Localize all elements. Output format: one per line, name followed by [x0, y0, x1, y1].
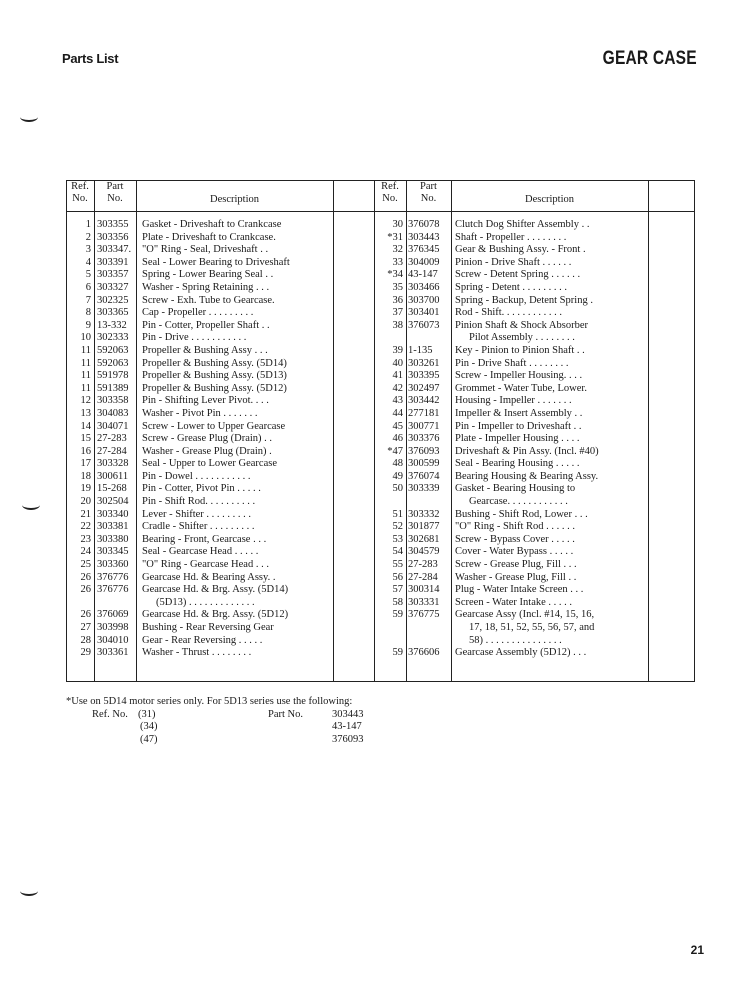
- part-number: 376073: [408, 319, 440, 331]
- part-number: 303365: [97, 307, 129, 319]
- table-row: [374, 446, 650, 459]
- part-number: 303332: [408, 508, 440, 520]
- part-number: 27-284: [408, 571, 438, 583]
- table-row: [374, 332, 650, 345]
- part-description: Screw - Grease Plug, Fill . . .: [455, 559, 577, 571]
- part-description: Grommet - Water Tube, Lower.: [455, 382, 587, 394]
- part-description: Cover - Water Bypass . . . . .: [455, 546, 574, 558]
- ref-number: 8: [85, 307, 91, 319]
- ref-number: 53: [392, 533, 403, 545]
- part-description: Pin - Cotter, Pivot Pin . . . . .: [142, 483, 261, 495]
- table-row: [66, 622, 334, 635]
- table-row: [66, 521, 334, 534]
- table-row: [66, 219, 334, 232]
- part-number: 376078: [408, 219, 440, 230]
- ref-number: 18: [80, 470, 91, 482]
- part-number: 303339: [408, 483, 440, 495]
- table-row: [66, 509, 334, 522]
- part-number: 1-135: [408, 344, 433, 356]
- ref-number: 2: [85, 231, 91, 243]
- part-description: Seal - Upper to Lower Gearcase: [142, 458, 277, 470]
- ref-number: *47: [387, 445, 403, 457]
- ref-number: 26: [80, 584, 91, 596]
- part-description: Gearcase Assy (Incl. #14, 15, 16,: [455, 609, 595, 621]
- part-description: Pin - Cotter, Propeller Shaft . .: [142, 319, 270, 331]
- part-description: Gear & Bushing Assy. - Front .: [455, 244, 586, 256]
- part-description: Gasket - Bearing Housing to: [455, 483, 576, 495]
- scan-mark-middle: [22, 500, 40, 510]
- part-description: Impeller & Insert Assembly . .: [455, 407, 583, 419]
- ref-number: 11: [80, 382, 91, 394]
- part-description: Screw - Impeller Housing. . . .: [455, 370, 583, 382]
- part-number: 376093: [408, 445, 440, 457]
- part-number: 303998: [97, 622, 129, 633]
- ref-number: 19: [80, 483, 91, 495]
- ref-number: 30: [392, 219, 403, 230]
- footnote-ref: (31): [138, 708, 156, 720]
- part-description: Propeller & Bushing Assy. (5D13): [142, 370, 287, 382]
- table-row: [66, 471, 334, 484]
- ref-number: 11: [80, 344, 91, 356]
- part-description: Seal - Bearing Housing . . . . .: [455, 458, 580, 470]
- table-row: [66, 559, 334, 572]
- ref-number: 51: [392, 508, 403, 520]
- part-number: 277181: [408, 407, 440, 419]
- ref-number: 42: [392, 382, 403, 394]
- table-row: [374, 383, 650, 396]
- table-row: [66, 257, 334, 270]
- part-description: Screw - Detent Spring . . . . . .: [455, 269, 581, 281]
- part-description: Screw - Lower to Upper Gearcase: [142, 420, 286, 432]
- table-row: [66, 345, 334, 358]
- footnote-part: 303443: [332, 708, 364, 720]
- part-description: Pin - Impeller to Driveshaft . .: [455, 420, 582, 432]
- table-row: [374, 345, 650, 358]
- part-number: 302333: [97, 332, 129, 344]
- part-description: Washer - Spring Retaining . . .: [142, 281, 270, 293]
- part-description: Rod - Shift. . . . . . . . . . . .: [455, 307, 563, 319]
- part-number: 304071: [97, 420, 129, 432]
- part-number: 304010: [97, 634, 129, 646]
- ref-number: 33: [392, 256, 403, 268]
- table-row: [66, 635, 334, 648]
- table-row: [66, 421, 334, 434]
- ref-number: 3: [85, 244, 91, 256]
- part-number: 304009: [408, 256, 440, 268]
- part-description: Gearcase Hd. & Brg. Assy. (5D12): [142, 609, 289, 621]
- ref-number: 29: [80, 647, 91, 659]
- part-description: Seal - Lower Bearing to Driveshaft: [142, 256, 290, 268]
- table-row: [374, 534, 650, 547]
- part-number: 303391: [97, 256, 129, 268]
- ref-number: 28: [80, 634, 91, 646]
- part-number: 303700: [408, 294, 440, 306]
- ref-number: 11: [80, 357, 91, 369]
- table-row: [374, 622, 650, 635]
- ref-number: 41: [392, 370, 403, 382]
- part-number: 376776: [97, 571, 129, 583]
- table-row: [66, 307, 334, 320]
- table-row: [66, 534, 334, 547]
- table-row: [374, 244, 650, 257]
- part-description: Spring - Lower Bearing Seal . .: [142, 269, 274, 281]
- part-description: Cap - Propeller . . . . . . . . .: [142, 307, 254, 319]
- part-description: Plate - Impeller Housing . . . .: [455, 433, 580, 445]
- footnote-part: 43-147: [332, 721, 362, 733]
- part-number: 303360: [97, 559, 129, 571]
- ref-number: 26: [80, 571, 91, 583]
- part-description: Bearing - Front, Gearcase . . .: [142, 533, 267, 545]
- ref-number: 59: [392, 647, 403, 659]
- col-header-description: Description: [525, 194, 574, 205]
- ref-number: *31: [387, 231, 403, 243]
- col-header-description: Description: [210, 194, 259, 205]
- part-description: Propeller & Bushing Assy. (5D14): [142, 357, 287, 369]
- table-row: [374, 370, 650, 383]
- part-description: Pinion - Drive Shaft . . . . . .: [455, 256, 572, 268]
- ref-number: 17: [80, 458, 91, 470]
- part-number: 592063: [97, 344, 129, 356]
- ref-number: 55: [392, 559, 403, 571]
- table-row: [374, 471, 650, 484]
- footnote-ref: (47): [140, 733, 158, 745]
- ref-number: 5: [85, 269, 91, 281]
- ref-number: 45: [392, 420, 403, 432]
- part-description: Washer - Thrust . . . . . . . .: [142, 647, 252, 659]
- ref-number: 56: [392, 571, 403, 583]
- part-number: 303376: [408, 433, 440, 445]
- col-header-part: Part No.: [106, 181, 124, 204]
- ref-number: 37: [392, 307, 403, 319]
- ref-number: 26: [80, 609, 91, 621]
- part-number: 376345: [408, 244, 440, 256]
- ref-number: 36: [392, 294, 403, 306]
- part-number: 303340: [97, 508, 129, 520]
- table-row: [374, 320, 650, 333]
- col-header-ref: Ref. No.: [381, 181, 399, 204]
- table-row: [66, 458, 334, 471]
- table-row: [374, 408, 650, 421]
- part-number: 303395: [408, 370, 440, 382]
- part-description: "O" Ring - Seal, Driveshaft . .: [142, 244, 269, 256]
- table-row: [66, 572, 334, 585]
- part-description: Pilot Assembly . . . . . . . .: [469, 332, 575, 344]
- table-row: [374, 421, 650, 434]
- ref-number: 1: [85, 219, 91, 230]
- ref-number: 48: [392, 458, 403, 470]
- ref-number: 4: [85, 256, 91, 268]
- part-number: 303355: [97, 219, 129, 230]
- table-row: [66, 496, 334, 509]
- footnote-intro: *Use on 5D14 motor series only. For 5D13 series use the following:: [66, 696, 353, 707]
- table-row: [374, 609, 650, 622]
- table-row: [66, 609, 334, 622]
- footnote-ref-label: Ref. No.: [92, 708, 128, 720]
- ref-number: 35: [392, 281, 403, 293]
- part-description: Key - Pinion to Pinion Shaft . .: [455, 344, 585, 356]
- ref-number: 21: [80, 508, 91, 520]
- part-description: Bearing Housing & Bearing Assy.: [455, 470, 599, 482]
- part-number: 303331: [408, 596, 440, 608]
- part-description: Pin - Shift Rod. . . . . . . . . .: [142, 496, 256, 508]
- part-number: 27-283: [97, 433, 127, 445]
- part-description: Cradle - Shifter . . . . . . . . .: [142, 521, 255, 533]
- table-row: [66, 383, 334, 396]
- part-description: Screw - Bypass Cover . . . . .: [455, 533, 575, 545]
- part-description: Pin - Dowel . . . . . . . . . . .: [142, 470, 251, 482]
- ref-number: 16: [80, 445, 91, 457]
- part-number: 303401: [408, 307, 440, 319]
- part-description: Plug - Water Intake Screen . . .: [455, 584, 584, 596]
- table-row: [66, 446, 334, 459]
- right-parts-list: [374, 219, 650, 660]
- part-description: "O" Ring - Shift Rod . . . . . .: [455, 521, 575, 533]
- footnote-part: 376093: [332, 733, 364, 745]
- table-row: [374, 257, 650, 270]
- part-description: Gasket - Driveshaft to Crankcase: [142, 219, 282, 230]
- part-description: 17, 18, 51, 52, 55, 56, 57, and: [469, 622, 595, 633]
- part-description: Gear - Rear Reversing . . . . .: [142, 634, 263, 646]
- ref-number: 11: [80, 370, 91, 382]
- part-number: 376074: [408, 470, 440, 482]
- table-row: [374, 496, 650, 509]
- table-row: [66, 597, 334, 610]
- ref-number: 13: [80, 407, 91, 419]
- ref-number: *34: [387, 269, 403, 281]
- part-number: 303327: [97, 281, 129, 293]
- part-number: 300599: [408, 458, 440, 470]
- ref-number: 7: [85, 294, 91, 306]
- part-number: 303261: [408, 357, 440, 369]
- table-row: [374, 433, 650, 446]
- part-number: 303361: [97, 647, 129, 659]
- table-row: [374, 483, 650, 496]
- part-number: 376606: [408, 647, 440, 659]
- table-row: [66, 433, 334, 446]
- part-description: Screw - Grease Plug (Drain) . .: [142, 433, 273, 445]
- part-description: Gearcase. . . . . . . . . . . .: [469, 496, 568, 508]
- part-description: Propeller & Bushing Assy . . .: [142, 344, 268, 356]
- table-row: [66, 232, 334, 245]
- part-number: 303380: [97, 533, 129, 545]
- part-number: 27-284: [97, 445, 127, 457]
- part-description: Seal - Gearcase Head . . . . .: [142, 546, 259, 558]
- part-description: (5D13) . . . . . . . . . . . . .: [156, 596, 255, 608]
- ref-number: 32: [392, 244, 403, 256]
- part-description: Spring - Backup, Detent Spring .: [455, 294, 593, 306]
- ref-number: 57: [392, 584, 403, 596]
- table-row: [66, 358, 334, 371]
- table-row: [66, 269, 334, 282]
- part-description: Driveshaft & Pin Assy. (Incl. #40): [455, 445, 599, 457]
- table-row: [374, 546, 650, 559]
- ref-number: 52: [392, 521, 403, 533]
- col-header-part: Part No.: [420, 181, 437, 204]
- table-row: [66, 244, 334, 257]
- ref-number: 58: [392, 596, 403, 608]
- part-number: 303443: [408, 231, 440, 243]
- part-number: 302497: [408, 382, 440, 394]
- table-row: [374, 395, 650, 408]
- ref-number: 27: [80, 622, 91, 633]
- part-number: 300771: [408, 420, 440, 432]
- ref-number: 20: [80, 496, 91, 508]
- part-number: 303442: [408, 395, 440, 407]
- part-number: 303328: [97, 458, 129, 470]
- part-number: 376776: [97, 584, 129, 596]
- part-description: Pin - Shifting Lever Pivot. . . .: [142, 395, 269, 407]
- ref-number: 59: [392, 609, 403, 621]
- table-row: [374, 458, 650, 471]
- part-number: 591978: [97, 370, 129, 382]
- ref-number: 12: [80, 395, 91, 407]
- ref-number: 54: [392, 546, 403, 558]
- table-header-divider: [66, 211, 695, 212]
- ref-number: 22: [80, 521, 91, 533]
- part-number: 300611: [97, 470, 129, 482]
- part-number: 376775: [408, 609, 440, 621]
- part-number: 303357: [97, 269, 129, 281]
- part-number: 303345: [97, 546, 129, 558]
- ref-number: 25: [80, 559, 91, 571]
- table-row: [374, 597, 650, 610]
- ref-number: 9: [85, 319, 91, 331]
- table-row: [374, 219, 650, 232]
- table-row: [66, 370, 334, 383]
- part-description: Pin - Drive Shaft . . . . . . . .: [455, 357, 569, 369]
- table-row: [66, 395, 334, 408]
- table-row: [374, 572, 650, 585]
- table-row: [374, 295, 650, 308]
- page-number: 21: [690, 943, 704, 957]
- page-title: GEAR CASE: [602, 48, 697, 69]
- ref-number: 6: [85, 281, 91, 293]
- part-description: Bushing - Rear Reversing Gear: [142, 622, 274, 633]
- part-number: 302325: [97, 294, 129, 306]
- ref-number: 38: [392, 319, 403, 331]
- table-row: [66, 332, 334, 345]
- part-number: 303381: [97, 521, 129, 533]
- ref-number: 46: [392, 433, 403, 445]
- part-description: "O" Ring - Gearcase Head . . .: [142, 559, 269, 571]
- table-row: [374, 584, 650, 597]
- table-row: [374, 232, 650, 245]
- part-description: 58) . . . . . . . . . . . . . . .: [469, 634, 562, 646]
- table-row: [374, 521, 650, 534]
- part-description: Washer - Grease Plug, Fill . .: [455, 571, 577, 583]
- table-row: [66, 584, 334, 597]
- part-number: 15-268: [97, 483, 127, 495]
- ref-number: 39: [392, 344, 403, 356]
- part-number: 301877: [408, 521, 440, 533]
- part-description: Washer - Grease Plug (Drain) .: [142, 445, 272, 457]
- footnote-ref: (34): [140, 721, 158, 733]
- ref-number: 14: [80, 420, 91, 432]
- part-number: 300314: [408, 584, 440, 596]
- scan-mark-bottom: [20, 886, 38, 896]
- ref-number: 50: [392, 483, 403, 495]
- ref-number: 15: [80, 433, 91, 445]
- table-row: [66, 647, 334, 660]
- part-number: 302681: [408, 533, 440, 545]
- table-row: [66, 295, 334, 308]
- part-description: Gearcase Assembly (5D12) . . .: [455, 647, 587, 659]
- part-description: Screen - Water Intake . . . . .: [455, 596, 573, 608]
- table-row: [374, 509, 650, 522]
- table-row: [374, 559, 650, 572]
- part-description: Pinion Shaft & Shock Absorber: [455, 319, 588, 331]
- part-number: 43-147: [408, 269, 438, 281]
- part-description: Washer - Pivot Pin . . . . . . .: [142, 407, 258, 419]
- ref-number: 43: [392, 395, 403, 407]
- part-number: 303356: [97, 231, 129, 243]
- part-number: 303466: [408, 281, 440, 293]
- part-description: Propeller & Bushing Assy. (5D12): [142, 382, 287, 394]
- ref-number: 24: [80, 546, 91, 558]
- scan-mark-top: [20, 112, 38, 122]
- part-description: Screw - Exh. Tube to Gearcase.: [142, 294, 275, 306]
- part-number: 376069: [97, 609, 129, 621]
- footnote-part-label: Part No.: [268, 708, 303, 720]
- part-description: Pin - Drive . . . . . . . . . . .: [142, 332, 247, 344]
- part-number: 592063: [97, 357, 129, 369]
- ref-number: 40: [392, 357, 403, 369]
- part-number: 304083: [97, 407, 129, 419]
- part-description: Gearcase Hd. & Brg. Assy. (5D14): [142, 584, 289, 596]
- table-row: [374, 307, 650, 320]
- table-row: [66, 282, 334, 295]
- table-row: [374, 282, 650, 295]
- col-header-ref: Ref. No.: [71, 181, 89, 204]
- table-row: [374, 647, 650, 660]
- table-row: [66, 483, 334, 496]
- section-label: Parts List: [62, 51, 119, 66]
- part-number: 13-332: [97, 319, 127, 331]
- part-description: Bushing - Shift Rod, Lower . . .: [455, 508, 588, 520]
- part-description: Spring - Detent . . . . . . . . .: [455, 281, 567, 293]
- part-number: 303347.: [97, 244, 132, 256]
- part-number: 304579: [408, 546, 440, 558]
- table-row: [374, 269, 650, 282]
- ref-number: 44: [392, 407, 403, 419]
- ref-number: 49: [392, 470, 403, 482]
- table-row: [66, 408, 334, 421]
- table-row: [374, 358, 650, 371]
- part-description: Housing - Impeller . . . . . . .: [455, 395, 572, 407]
- part-description: Clutch Dog Shifter Assembly . .: [455, 219, 590, 230]
- part-number: 303358: [97, 395, 129, 407]
- ref-number: 10: [80, 332, 91, 344]
- part-number: 591389: [97, 382, 129, 394]
- part-description: Gearcase Hd. & Bearing Assy. .: [142, 571, 276, 583]
- table-row: [374, 635, 650, 648]
- part-description: Lever - Shifter . . . . . . . . .: [142, 508, 252, 520]
- left-parts-list: [66, 219, 334, 660]
- part-number: 302504: [97, 496, 129, 508]
- table-row: [66, 320, 334, 333]
- part-number: 27-283: [408, 559, 438, 571]
- ref-number: 23: [80, 533, 91, 545]
- part-description: Plate - Driveshaft to Crankcase.: [142, 231, 276, 243]
- part-description: Shaft - Propeller . . . . . . . .: [455, 231, 567, 243]
- table-row: [66, 546, 334, 559]
